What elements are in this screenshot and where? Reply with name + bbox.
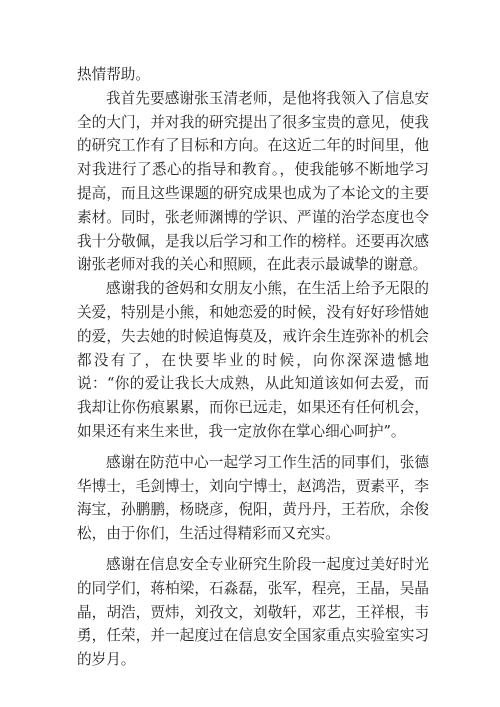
paragraph-4: 感谢在信息安全专业研究生阶段一起度过美好时光的同学们，蒋柏梁，石淼磊，张军，程亮，王晶，吴晶晶，胡浩，贾炜，刘孜文，刘敬轩，邓艺，王祥根，韦勇，任荣，并一起度过在信息安全国家重点实验室实习的岁月。 <box>77 555 429 669</box>
paragraph-gap <box>77 444 429 451</box>
paragraph-gap <box>77 546 429 553</box>
paragraph-0: 热情帮助。 <box>77 66 150 83</box>
paragraph-1: 我首先要感谢张玉清老师，是他将我领入了信息安全的大门，并对我的研究提出了很多宝贵的意见，使我的研究工作有了目标和方向。在这近二年的时间里，他对我进行了悉心的指导和教育。，使我能够不断地学习提高，而且这些课题的研究成果也成为了本论文的主要素材。同时，张老师渊博的学识、严谨的治学态度也令我十分敬佩，是我以后学习和工作的榜样。还要再次感谢张老师对我的关心和照顾，在此表示最诚挚的谢意。 <box>77 89 429 274</box>
paragraph-3: 感谢在防范中心一起学习工作生活的同事们，张德华博士，毛剑博士，刘向宁博士，赵鸿浩，贾素平，李海宝，孙鹏鹏，杨晓彦，倪阳，黄丹丹，王若欣，余俊松，由于你们，生活过得精彩而又充实。 <box>77 453 429 543</box>
body-text <box>77 63 429 672</box>
paragraph-2: 感谢我的爸妈和女朋友小熊，在生活上给予无限的关爱，特别是小熊，和她恋爱的时候，没有好好珍惜她的爱，失去她的时候追悔莫及，戒许余生连弥补的机会都没有了，在快要毕业的时候，向你深深遗憾地说：“你的爱让我长大成熟，从此知道该如何去爱，而我却让你伤痕累累，而你已远走，如果还有任何机会，如果还有来生来世，我一定放你在掌心细心呵护”。 <box>77 280 429 440</box>
